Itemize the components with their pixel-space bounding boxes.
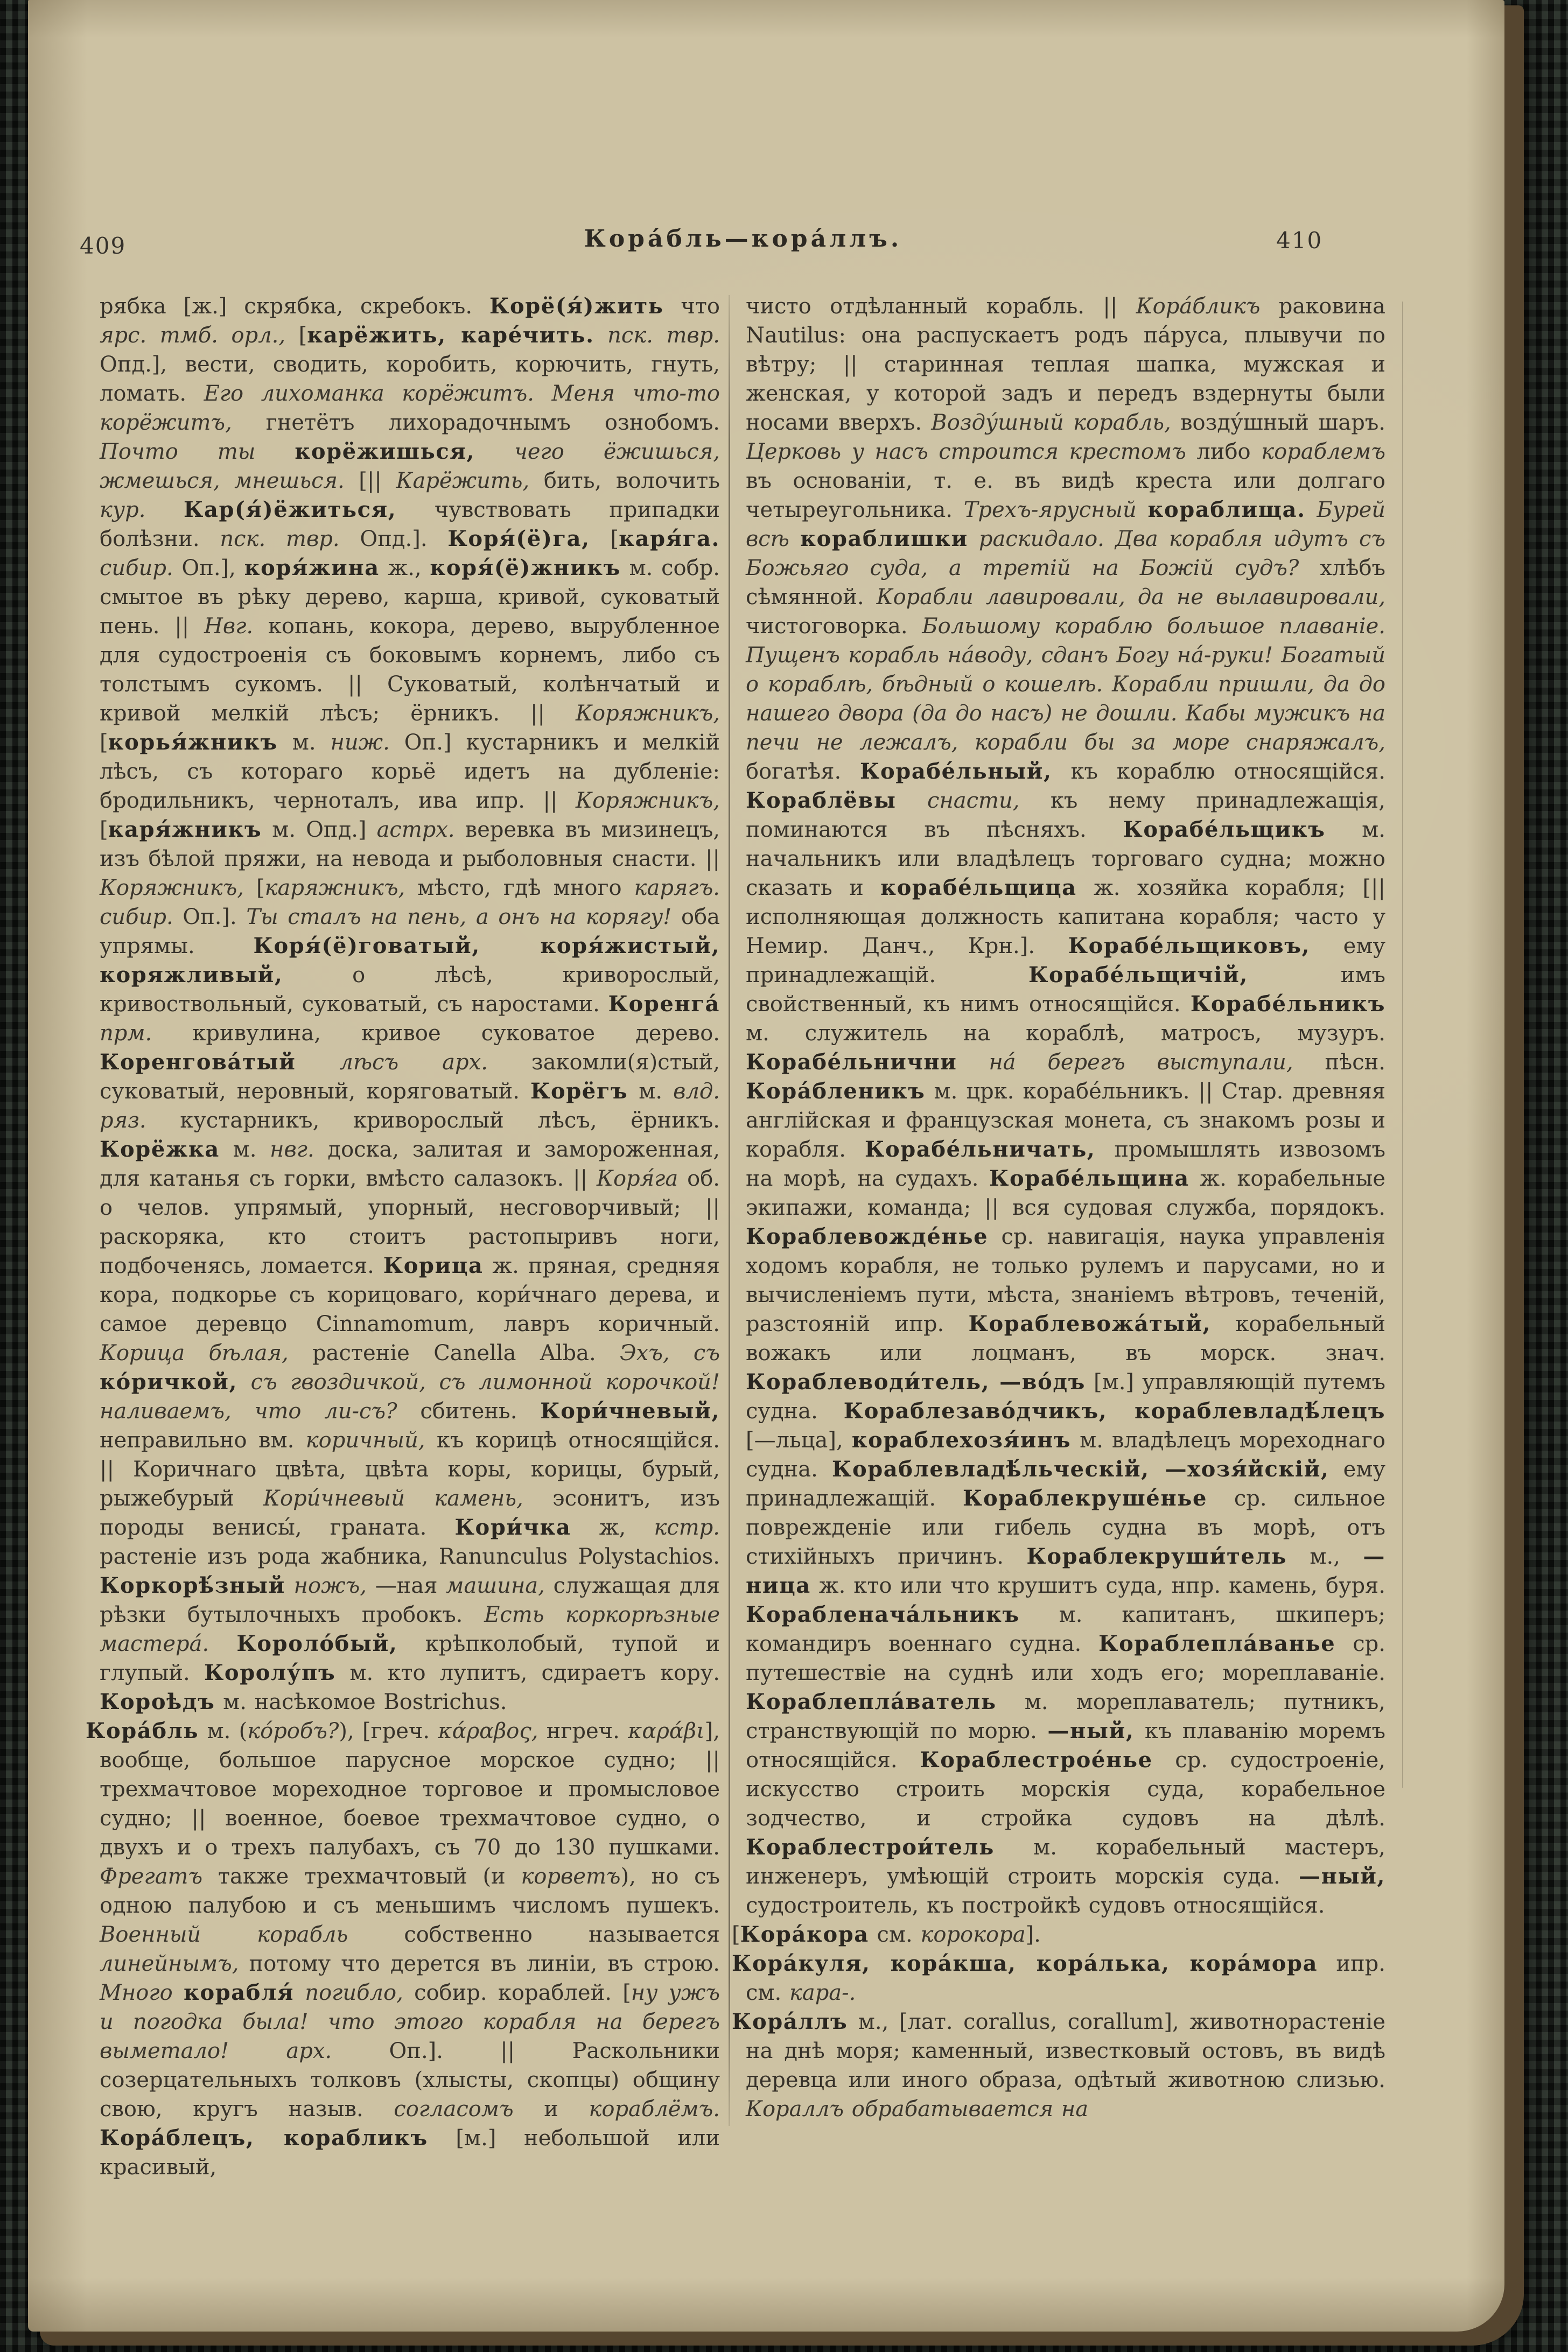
dictionary-paragraph: Кора́бль м. (ко́робъ?), [греч. κάραβος, нгреч. καράβι], вообще, большое парусное морское судно; || трехмачтовое мореходное торговое и промысловое судно; || военное, боевое трехмачтовое судно, о двухъ и о трехъ палубахъ, съ 70 до 130 пушками. Фрегатъ также трехмачтовый (и корветъ), но съ одною палубою и съ меньшимъ числомъ пушекъ. Военный корабль собственно называется линейнымъ, потому что дерется въ линіи, въ строю. Много корабля́ погибло, собир. кораблей. [ну ужъ и погодка была! что этого корабля на берегъ выметало! арх. Оп.]. || Раскольники созерцательныхъ толковъ (хлысты, скопцы) общину свою, кругъ назыв. согласомъ и кораблёмъ. Кора́блецъ, корабликъ [м.] небольшой или красивый,: [86, 1718, 720, 2180]
page-header: [28, 225, 1504, 274]
book-page: [28, 0, 1504, 2332]
running-title: Кора́бль—кора́ллъ.: [584, 225, 902, 253]
column-divider-rule: [729, 295, 730, 2126]
left-column: [86, 292, 720, 2182]
dictionary-paragraph: [Кора́кора см. корокора].: [732, 1922, 1041, 1947]
dictionary-paragraph: Кора́куля, кора́кша, кора́лька, кора́мора ипр. см. кара-.: [732, 1951, 1385, 2005]
dictionary-paragraph: Кора́ллъ м., [лат. corallus, corallum], животнорастеніе на днѣ моря; каменный, известковый остовъ, въ видѣ деревца или иного образа, одѣтый животною слизью. Кораллъ обрабатывается на: [732, 2009, 1385, 2122]
page-number-right: 410: [1276, 227, 1323, 254]
page-number-left: 409: [80, 233, 127, 259]
dictionary-paragraph: рябка [ж.] скрябка, скребокъ. Корё(я́)жить что ярс. тмб. орл., [карёжить, каре́чить. пск. твр. Опд.], вести, сводить, коробить, корючить, гнуть, ломать. Его лихоманка корёжитъ. Меня что-то корёжитъ, гнетётъ лихорадочнымъ ознобомъ. Почто ты корёжишься, чего ёжишься, жмешься, мнешься. [|| Карёжить, бить, волочить кур. Кар(я́)ёжиться, чувствовать припадки болѣзни. пск. твр. Опд.]. Коря́(ё)га, [каря́га. сибир. Оп.], коря́жина ж., коря́(ё)жникъ м. собр. смытое въ рѣку дерево, карша, кривой, суковатый пень. || Нвг. копань, кокора, дерево, вырубленное для судостроенія съ боковымъ корнемъ, либо съ толстымъ сукомъ. || Суковатый, колѣнчатый и кривой мелкій лѣсъ; ёрникъ. || Коряжникъ, [корья́жникъ м. ниж. Оп.] кустарникъ и мелкій лѣсъ, съ котораго корьё идетъ на дубленіе: бродильникъ, черноталъ, ива ипр. || Коряжникъ, [каря́жникъ м. Опд.] астрх. веревка въ мизинецъ, изъ бѣлой пряжи, на невода и рыболовныя снасти. || Коряжникъ, [каряжникъ, мѣсто, гдѣ много карягъ. сибир. Оп.]. Ты сталъ на пень, а онъ на корягу! оба упрямы. Коря́(ё)говатый, коря́жистый, коряжливый, о лѣсѣ, криворослый, кривоствольный, суковатый, съ наростами. Коренга́ прм. кривулина, кривое суковатое дерево. Коренгова́тый лѣсъ арх. закомли(я)стый, суковатый, неровный, коряговатый. Корёгъ м. влд. ряз. кустарникъ, криворослый лѣсъ, ёрникъ. Корёжка м. нвг. доска, залитая и замороженная, для катанья съ горки, вмѣсто салазокъ. || Коря́га об. о челов. упрямый, упорный, несговорчивый; || раскоряка, кто стоитъ растопыривъ ноги, подбоченясь, ломается. Корица ж. пряная, средняя кора, подкорье съ корицоваго, кори́чнаго дерева, и самое деревцо Cinnamomum, лавръ коричный. Корица бѣлая, растеніе Canella Alba. Эхъ, съ ко́ричкой, съ гвоздичкой, съ лимонной корочкой! наливаемъ, что ли-съ? сбитень. Кори́чневый, неправильно вм. коричный, къ корицѣ относящійся. || Коричнаго цвѣта, цвѣта коры, корицы, бурый, рыжебурый Кори́чневый камень, эсонитъ, изъ породы венисы́, граната. Кори́чка ж, кстр. растеніе изъ рода жабника, Ranunculus Polystachios. Коркорѣ́зный ножъ, —ная машина, служащая для рѣзки бутылочныхъ пробокъ. Есть коркорѣзные мастера́. Короло́бый, крѣпколобый, тупой и глупый. Королу́пъ м. кто лупитъ, сдираетъ кору. Короѣдъ м. насѣкомое Bostrichus.: [100, 293, 720, 1714]
dictionary-paragraph: чисто отдѣланный корабль. || Кора́бликъ раковина Nautilus: она распускаетъ родъ па́руса, плывучи по вѣтру; || старинная теплая шапка, мужская и женская, у которой задъ и передъ вздернуты были носами вверхъ. Возду́шный корабль, возду́шный шаръ. Церковь у насъ строится крестомъ либо кораблемъ въ основаніи, т. е. въ видѣ креста или долгаго четыреугольника. Трехъ-ярусный кораблища. Бурей всѣ кораблишки раскидало. Два корабля идутъ съ Божьяго суда, а третій на Божій судъ? хлѣбъ сѣмянной. Корабли лавировали, да не вылавировали, чистоговорка. Большому кораблю большое плаваніе. Пущенъ корабль на́воду, сданъ Богу на́-руки! Богатый о кораблѣ, бѣдный о кошелѣ. Корабли пришли, да до нашего двора (да до насъ) не дошли. Кабы мужикъ на печи не лежалъ, корабли бы за море снаряжалъ, богатѣя. Корабе́льный, къ кораблю относящійся. Кораблёвы снасти, къ нему принадлежащія, поминаются въ пѣсняхъ. Корабе́льщикъ м. начальникъ или владѣлецъ торговаго судна; можно сказать и корабе́льщица ж. хозяйка корабля; [|| исполняющая должность капитана корабля; часто у Немир. Данч., Крн.]. Корабе́льщиковъ, ему принадлежащій. Корабе́льщичій, имъ свойственный, къ нимъ относящійся. Корабе́льникъ м. служитель на кораблѣ, матросъ, музуръ. Корабе́льнични на́ берегъ выступали, пѣсн. Кора́бленикъ м. црк. корабе́льникъ. || Стар. древняя англійская и французская монета, съ знакомъ розы и корабля. Корабе́льничать, промышлять извозомъ на морѣ, на судахъ. Корабе́льщина ж. корабельные экипажи, команда; || вся судовая служба, порядокъ. Кораблевожде́нье ср. навигація, наука управленія ходомъ корабля, не только рулемъ и парусами, но и вычисленіемъ пути, мѣста, знаніемъ вѣтровъ, теченій, разстояній ипр. Кораблевожа́тый, корабельный вожакъ или лоцманъ, въ морск. знач. Кораблеводи́тель, —во́дъ [м.] управляющій путемъ судна. Кораблезаво́дчикъ, кораблевладѣ́лецъ [—льца], кораблехозя́инъ м. владѣлецъ мореходнаго судна. Кораблевладѣ́льческій, —хозя́йскій, ему принадлежащій. Кораблекруше́нье ср. сильное поврежденіе или гибель судна въ морѣ, отъ стихійныхъ причинъ. Кораблекруши́тель м., —ница ж. кто или что крушитъ суда, нпр. камень, буря. Корабленача́льникъ м. капитанъ, шкиперъ; командиръ военнаго судна. Кораблепла́ванье ср. путешествіе на суднѣ или ходъ его; мореплаваніе. Кораблепла́ватель м. мореплаватель; путникъ, странствующій по морю. —ный, къ плаванію моремъ относящійся. Кораблестрое́нье ср. судостроеніе, искусство строить морскія суда, корабельное зодчество, и стройка судовъ на дѣлѣ. Кораблестрои́тель м. корабельный мастеръ, инженеръ, умѣющій строить морскія суда. —ный, судостроитель, къ постройкѣ судовъ относящійся.: [746, 294, 1386, 1918]
right-column: [732, 292, 1386, 2124]
right-margin-rule: [1402, 302, 1403, 1788]
